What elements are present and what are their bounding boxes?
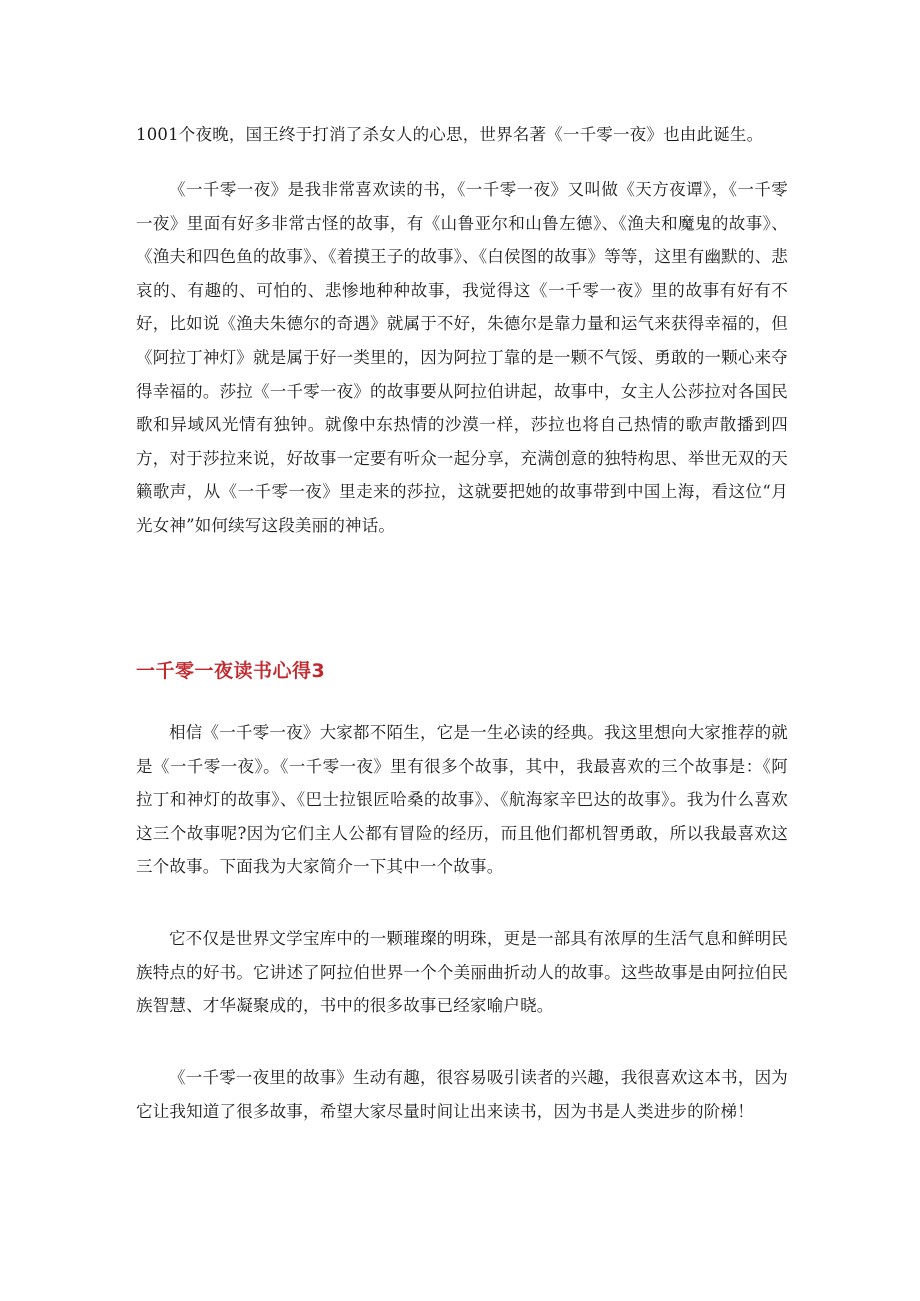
- paragraph-continuation: 1001个夜晚，国王终于打消了杀女人的心思，世界名著《一千零一夜》也由此诞生。: [136, 125, 764, 144]
- paragraph-review-2: 《一千零一夜》是我非常喜欢读的书，《一千零一夜》又叫做《天方夜谭》，《一千零一夜》里面有好多非常古怪的故事，有《山鲁亚尔和山鲁左德》、《渔夫和魔鬼的故事》、《渔夫和四色鱼的故事》、《着摸王子的故事》、《白侯图的故事》等等，这里有幽默的、悲哀的、有趣的、可怕的、悲惨地种种故事，我觉得这《一千零一夜》里的故事有好有不好，比如说《渔夫朱德尔的奇遇》就属于不好，朱德尔是靠力量和运气来获得幸福的，但《阿拉丁神灯》就是属于好一类里的，因为阿拉丁靠的是一颗不气馁、勇敢的一颗心来夺得幸福的。莎拉《一千零一夜》的故事要从阿拉伯讲起，故事中，女主人公莎拉对各国民歌和异域风光情有独钟。就像中东热情的沙漠一样，莎拉也将自己热情的歌声散播到四方，对于莎拉来说，好故事一定要有听众一起分享，充满创意的独特构思、举世无双的天籁歌声，从《一千零一夜》里走来的莎拉，这就要把她的故事带到中国上海，看这位“月光女神”如何续写这段美丽的神话。: [136, 180, 788, 535]
- section-heading: 一千零一夜读书心得3: [136, 660, 326, 682]
- paragraph-review-3-intro: 相信《一千零一夜》大家都不陌生，它是一生必读的经典。我这里想向大家推荐的就是《一千零一夜》。《一千零一夜》里有很多个故事，其中，我最喜欢的三个故事是：《阿拉丁和神灯的故事》、《巴士拉银匠哈桑的故事》、《航海家辛巴达的故事》。我为什么喜欢这三个故事呢?因为它们主人公都有冒险的经历，而且他们都机智勇敢，所以我最喜欢这三个故事。下面我为大家简介一下其中一个故事。: [136, 723, 788, 877]
- paragraph-review-3-conclusion: 《一千零一夜里的故事》生动有趣，很容易吸引读者的兴趣，我很喜欢这本书，因为它让我知道了很多故事，希望大家尽量时间让出来读书，因为书是人类进步的阶梯！: [136, 1068, 788, 1121]
- paragraph-review-3-body: 它不仅是世界文学宝库中的一颗璀璨的明珠，更是一部具有浓厚的生活气息和鲜明民族特点的好书。它讲述了阿拉伯世界一个个美丽曲折动人的故事。这些故事是由阿拉伯民族智慧、才华凝聚成的，书中的很多故事已经家喻户晓。: [136, 929, 788, 1016]
